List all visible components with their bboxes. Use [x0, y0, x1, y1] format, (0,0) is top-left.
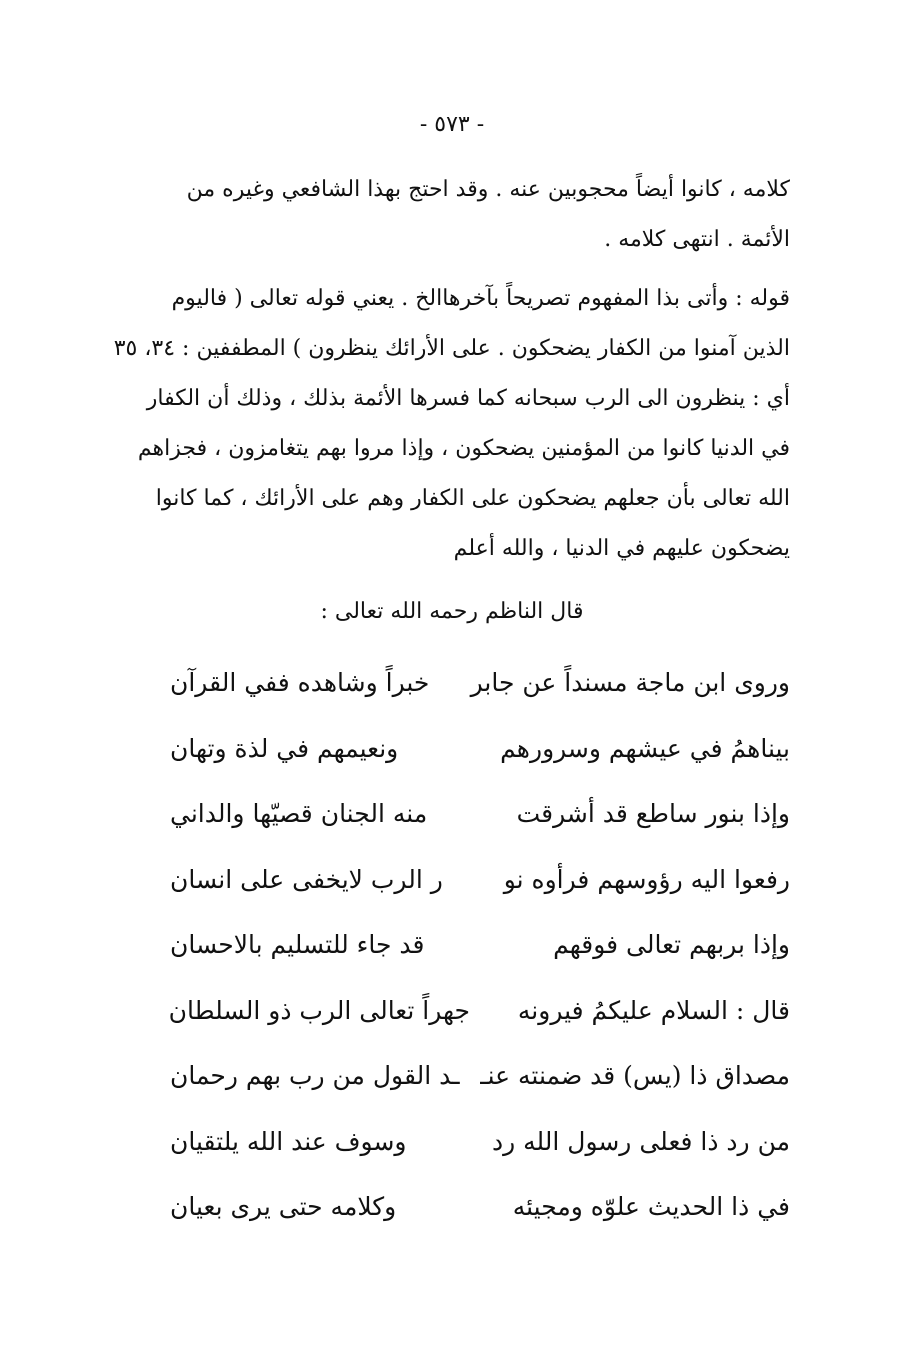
- paragraph-line: الأئمة . انتهى كلامه .: [604, 227, 790, 252]
- verse-second-hemistich: جهراً تعالى الرب ذو السلطان: [168, 995, 470, 1025]
- verse-first-hemistich: قال : السلام عليكمُ فيرونه: [517, 995, 790, 1025]
- verse-first-hemistich: وإذا بنور ساطع قد أشرقت: [516, 799, 790, 829]
- verse: [170, 1043, 790, 1109]
- verse-first-hemistich: بيناهمُ في عيشهم وسرورهم: [500, 733, 790, 763]
- verse: [170, 847, 790, 913]
- verse: [170, 978, 790, 1044]
- paragraph-line: أي : ينظرون الى الرب سبحانه كما فسرها الأئمة بذلك ، وذلك أن الكفار: [146, 386, 790, 411]
- verse: [170, 912, 790, 978]
- paragraph-line: قوله : وأتى بذا المفهوم تصريحاً بآخرهاالخ . يعني قوله تعالى ( فاليوم: [171, 286, 790, 311]
- page-number: - ٥٧٣ -: [419, 112, 485, 137]
- poem: [170, 650, 790, 1240]
- verse: [170, 1174, 790, 1240]
- verse-second-hemistich: ونعيمهم في لذة وتهان: [170, 733, 399, 763]
- verse-second-hemistich: منه الجنان قصيّها والداني: [170, 799, 428, 829]
- verse-first-hemistich: في ذا الحديث علوّه ومجيئه: [512, 1192, 790, 1222]
- paragraph-line: يضحكون عليهم في الدنيا ، والله أعلم: [453, 536, 790, 561]
- paragraph-line: في الدنيا كانوا من المؤمنين يضحكون ، وإذا مروا بهم يتغامزون ، فجزاهم: [137, 436, 790, 461]
- verse-second-hemistich: ـد القول من رب بهم رحمان: [170, 1061, 460, 1091]
- verse: [170, 781, 790, 847]
- verse-second-hemistich: قد جاء للتسليم بالاحسان: [170, 930, 425, 960]
- verse-first-hemistich: من رد ذا فعلى رسول الله رد: [491, 1126, 790, 1156]
- verse: [170, 650, 790, 716]
- paragraph-1: [168, 165, 790, 265]
- paragraph-2: [113, 274, 790, 574]
- verse-second-hemistich: وسوف عند الله يلتقيان: [170, 1126, 407, 1156]
- verse-second-hemistich: خبراً وشاهده ففي القرآن: [170, 668, 430, 698]
- verse-second-hemistich: وكلامه حتى يرى بعيان: [170, 1192, 397, 1222]
- verse-first-hemistich: رفعوا اليه رؤوسهم فرأوه نو: [503, 864, 790, 894]
- verse: [170, 1109, 790, 1175]
- verse-second-hemistich: ر الرب لايخفى على انسان: [170, 864, 443, 894]
- paragraph-line: الله تعالى بأن جعلهم يضحكون على الكفار وهم على الأرائك ، كما كانوا: [155, 486, 790, 511]
- verse-first-hemistich: وروى ابن ماجة مسنداً عن جابر: [470, 668, 790, 698]
- poem-heading: قال الناظم رحمه الله تعالى :: [320, 599, 584, 624]
- verse-first-hemistich: مصداق ذا (يس) قد ضمنته عنـ: [480, 1061, 790, 1091]
- verse-first-hemistich: وإذا بربهم تعالى فوقهم: [553, 930, 790, 960]
- paragraph-line: الذين آمنوا من الكفار يضحكون . على الأرائك ينظرون ) المطففين : ٣٤، ٣٥: [113, 336, 790, 361]
- paragraph-line: كلامه ، كانوا أيضاً محجوبين عنه . وقد احتج بهذا الشافعي وغيره من: [186, 177, 790, 202]
- verse: [170, 716, 790, 782]
